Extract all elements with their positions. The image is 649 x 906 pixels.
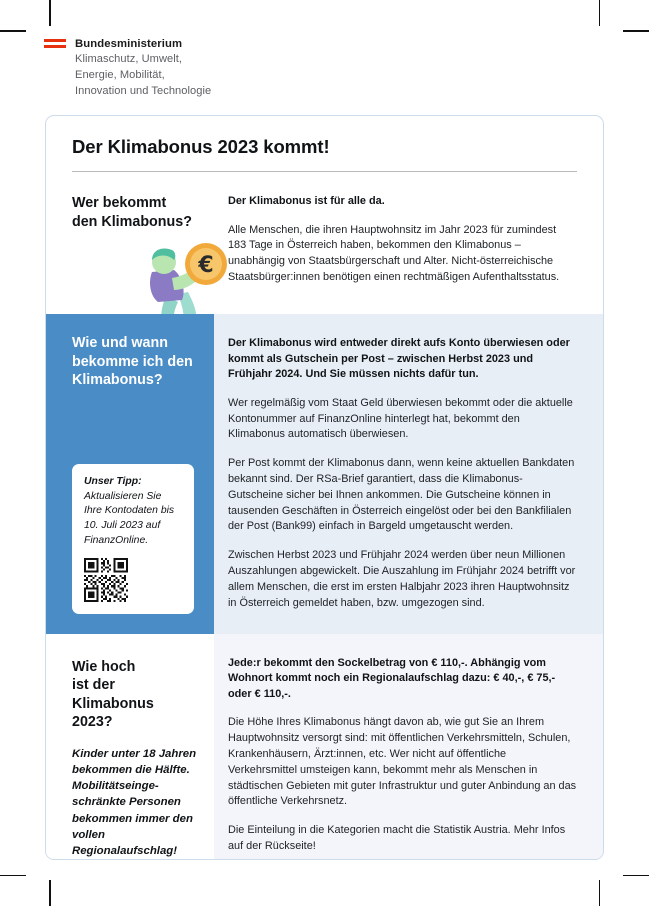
section-1-paragraph-1: Alle Menschen, die ihren Hauptwohnsitz im Jahr 2023 für zumindest 183 Tage in Österreich haben, bekommen den Klimabonus – unabhängig von Staatsbürgerschaft und Alter. Nicht-österreichische Staatsbürger:innen benötigen einen rechtmäßigen Aufenthaltsstatus.	[228, 223, 560, 284]
ministry-subtitle-line-2: Energie, Mobilität,	[75, 68, 165, 81]
section-1-lead: Der Klimabonus ist für alle da.	[228, 195, 385, 207]
section-1-heading	[72, 194, 200, 231]
section-2-heading-line-2: bekomme ich den	[72, 353, 193, 370]
ministry-subtitle-line-1: Klimaschutz, Umwelt,	[75, 53, 183, 66]
section-1-heading-line-2: den Klimabonus?	[72, 213, 192, 230]
section-3-content-column	[214, 634, 603, 860]
section-2-heading-line-3: Klimabonus?	[72, 372, 163, 389]
section-wie-und-wann	[46, 314, 603, 634]
section-3-paragraph-1: Die Höhe Ihres Klimabonus hängt davon ab, wie gut Sie an Ihrem Hauptwohnsitz versorgt sind: mit öffentlichen Verkehrsmitteln, Schulen, Krankenhäusern, Ärzt:innen, etc. Wer nicht auf öffentliche Verkehrsmittel umsteigen kann, bekommt mehr als Menschen in städtischen Gebieten mit guter Infrastruktur und guter Anbindung an das öffentliche Verkehrsnetz.	[228, 716, 577, 808]
qr-code-icon[interactable]	[84, 558, 128, 602]
section-3-lead: Jede:r bekommt den Sockelbetrag von € 110,-. Abhängig vom Wohnort kommt noch ein Regionalaufschlag dazu: € 40,-, € 75,- oder € 110,-.	[228, 656, 556, 700]
section-2-heading	[72, 334, 200, 390]
ministry-subtitle-line-3: Innovation und Technologie	[75, 84, 212, 97]
section-3-heading	[72, 658, 200, 732]
tip-box	[72, 464, 194, 614]
section-2-content-column	[214, 314, 603, 634]
section-3-heading-line-4: 2023?	[72, 714, 113, 731]
section-1-heading-line-1: Wer bekommt	[72, 195, 167, 211]
section-wer-bekommt	[46, 172, 603, 314]
section-wie-hoch	[46, 634, 603, 860]
crop-mark-bottom-left-horizontal	[0, 875, 26, 877]
section-3-heading-line-1: Wie hoch	[72, 658, 136, 675]
section-3-paragraph-2: Die Einteilung in die Kategorien macht die Statistik Austria. Mehr Infos auf der Rückseite!	[228, 824, 566, 853]
title-block	[46, 116, 603, 172]
austria-flag-icon	[44, 39, 66, 48]
section-2-paragraph-1: Wer regelmäßig vom Staat Geld überwiesen bekommt oder die aktuelle Kontonummer auf FinanzOnline hinterlegt hat, bekommt den Klimabonus automatisch überwiesen.	[228, 396, 573, 441]
section-3-heading-column	[46, 634, 214, 860]
crop-mark-top-left-horizontal	[0, 30, 26, 32]
section-1-heading-column	[46, 172, 214, 314]
crop-mark-top-right-vertical	[599, 0, 601, 26]
section-2-paragraph-2: Per Post kommt der Klimabonus dann, wenn keine aktuellen Bankdaten bekannt sind. Der RSa-Brief garantiert, dass die Klimabonus-Gutscheine sicher bei Ihnen ankommen. Die Gutscheine können in tausenden Geschäften in Österreich eingelöst oder bei den Bankfilialen der Post (Bank99) einfach in Bargeld umgetauscht werden.	[228, 457, 575, 533]
ministry-logo-text	[75, 36, 211, 99]
page-title: Der Klimabonus 2023 kommt!	[72, 136, 330, 157]
crop-mark-bottom-left-vertical	[49, 880, 51, 906]
crop-mark-bottom-right-horizontal	[623, 875, 649, 877]
ministry-logo	[44, 36, 211, 99]
ministry-name: Bundesministerium	[75, 38, 183, 50]
section-1-content-column	[214, 172, 603, 314]
crop-mark-top-right-horizontal	[623, 30, 649, 32]
section-2-lead: Der Klimabonus wird entweder direkt aufs Konto überwiesen oder kommt als Gutschein per Post – zwischen Herbst 2023 und Frühjahr 2024. Und Sie müssen nichts dafür tun.	[228, 337, 570, 381]
crop-mark-bottom-right-vertical	[599, 880, 601, 906]
section-3-heading-line-3: Klimabonus	[72, 695, 154, 712]
flag-bar-bottom	[44, 45, 66, 48]
section-3-side-note: Kinder unter 18 Jahren bekommen die Hälfte. Mobilitätseinge-schränkte Personen bekommen immer den vollen Regionalaufschlag!	[72, 747, 197, 857]
crop-mark-top-left-vertical	[49, 0, 51, 26]
section-2-paragraph-3: Zwischen Herbst 2023 und Frühjahr 2024 werden über neun Millionen Auszahlungen abgewickelt. Die Auszahlung im Frühjahr 2024 betrifft vor allem Menschen, die erst im ersten Halbjahr 2023 ihren Hauptwohnsitz in Österreich gemeldet haben, bzw. umgezogen sind.	[228, 549, 576, 609]
section-2-heading-line-1: Wie und wann	[72, 335, 168, 351]
svg-text:€: €	[198, 253, 214, 278]
section-2-heading-column	[46, 314, 214, 634]
tip-box-heading: Unser Tipp:	[84, 475, 142, 487]
info-card	[45, 115, 604, 860]
tip-box-body: Aktualisieren Sie Ihre Kontodaten bis 10. Juli 2023 auf FinanzOnline.	[84, 490, 175, 546]
section-3-heading-line-2: ist der	[72, 677, 115, 694]
